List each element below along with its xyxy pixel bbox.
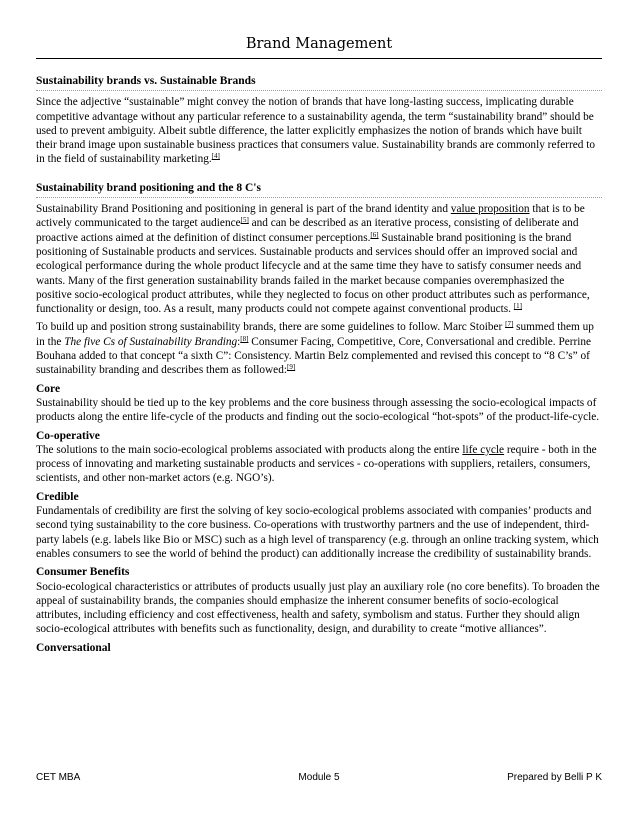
citation-link[interactable]: [8] (240, 334, 249, 343)
paragraph-sustainability-brands (36, 95, 602, 166)
paragraph-text: To build up and position strong sustainability brands, there are some guidelines to follow. Marc Stoiber (36, 321, 506, 334)
paragraph-text: : (237, 335, 241, 348)
paragraph-text: and can be described as an iterative process, consisting of deliberate and proactive actions aimed at the definition of distinct consumer perceptions. (36, 217, 579, 244)
citation-link[interactable]: [9] (287, 363, 296, 372)
paragraph-text: that is to be actively communicated to the target audience (36, 203, 585, 230)
paragraph-co-operative (36, 443, 602, 486)
paragraph-text: summed them up in the (36, 321, 594, 348)
book-title: The five Cs of Sustainability Branding (64, 335, 238, 348)
paragraph-text: require - both in the process of innovating and marketing sustainable products and services - co-operations with suppliers, retailers, consumers, scientists, and other non-market actors (e.g. NGO’s). (36, 443, 597, 485)
title-divider (36, 58, 602, 59)
subheading-co-operative: Co-operative (36, 429, 100, 442)
citation-link[interactable]: [7] (505, 320, 514, 329)
paragraph-text: Sustainability Brand Positioning and positioning in general is part of the brand identity and (36, 203, 451, 216)
footer-module: Module 5 (298, 772, 340, 783)
section-heading-sustainability-brands: Sustainability brands vs. Sustainable Brands (36, 75, 256, 87)
footer-author: Prepared by Belli P K (507, 772, 602, 783)
value-proposition-link[interactable]: value proposition (450, 203, 530, 216)
paragraph-text: Since the adjective “sustainable” might convey the notion of brands that have long-lasting success, implicating durable competitive advantage without any particular reference to a sustainability agenda, the term “sustainability brand” should be used to prevent ambiguity. Albeit subtle difference, the latter explicitly emphasizes the notion of brands which have built their brand image upon sustainable business practices that consumers value. Sustainability brands are commonly referred to in the field of sustainability marketing. (36, 96, 596, 166)
life-cycle-link[interactable]: life cycle (462, 443, 505, 456)
citation-link[interactable]: [4] (211, 152, 220, 161)
paragraph-text: Sustainable brand positioning is the brand positioning of Sustainable products and services. Sustainable products and services should offer an improved social and ecological performance during the whole product lifecycle and at the same time they have to satisfy consumer needs and wants. Many of the first generation sustainability brands failed in the market because companies overemphasized the positive socio-ecological product attributes, while they neglected to focus on other product attributes such as performance, functionality or design, too. As a result, many products could not compete against conventional products. (36, 231, 590, 316)
paragraph-text: The solutions to the main socio-ecological problems associated with products along the entire (36, 443, 463, 456)
paragraph-consumer-benefits: Socio-ecological characteristics or attributes of products usually just play an auxiliary role (no core benefits). To broaden the appeal of sustainability brands, the companies should emphasize the inherent consumer benefits of socio-ecological attributes, including efficiency and cost effectiveness, health and safety, symbolism and status. Further they should align socio-ecological attributes with benefits such as functionality, design, and durability to create “motive alliances”. (36, 580, 600, 636)
page-content (36, 64, 602, 655)
paragraph-text: Consumer Facing, Competitive, Core, Conversational and credible. Perrine Bouhana added to that concept “a sixth C”: Consistency. Martin Belz complemented and revised this concept to “8 C’s” of sustainability branding and describes them as followed: (36, 335, 592, 377)
section-divider (36, 197, 602, 198)
citation-link[interactable]: [1] (513, 302, 522, 311)
subheading-conversational: Conversational (36, 641, 111, 654)
page-title: Brand Management (245, 36, 393, 52)
footer-course: CET MBA (36, 772, 81, 783)
paragraph-positioning (36, 202, 602, 316)
paragraph-credible: Fundamentals of credibility are first the solving of key socio-ecological problems associated with companies’ products and second tying sustainability to the core business. Co-operations with trustworthy partners and the use of independent, third-party labels (e.g. labels like Bio or MSC) such as a high level of transparency (e.g. through an online tracking system, which enables consumers to see the world of behind the product) can additionally increase the credibility of sustainability brands. (36, 505, 599, 560)
paragraph-core: Sustainability should be tied up to the key problems and the core business through assessing the socio-ecological impacts of products along the entire life-cycle of the products and finding out the socio-ecological “hot-spots” of the product-life-cycle. (36, 396, 600, 424)
subheading-core: Core (36, 382, 61, 395)
citation-link[interactable]: [6] (370, 230, 379, 239)
citation-link[interactable]: [5] (240, 216, 249, 225)
section-heading-brand-positioning: Sustainability brand positioning and the 8 C's (36, 181, 261, 194)
paragraph-guidelines (36, 320, 602, 377)
subheading-consumer-benefits: Consumer Benefits (36, 566, 130, 579)
section-divider (36, 90, 602, 91)
subheading-credible: Credible (36, 490, 79, 503)
